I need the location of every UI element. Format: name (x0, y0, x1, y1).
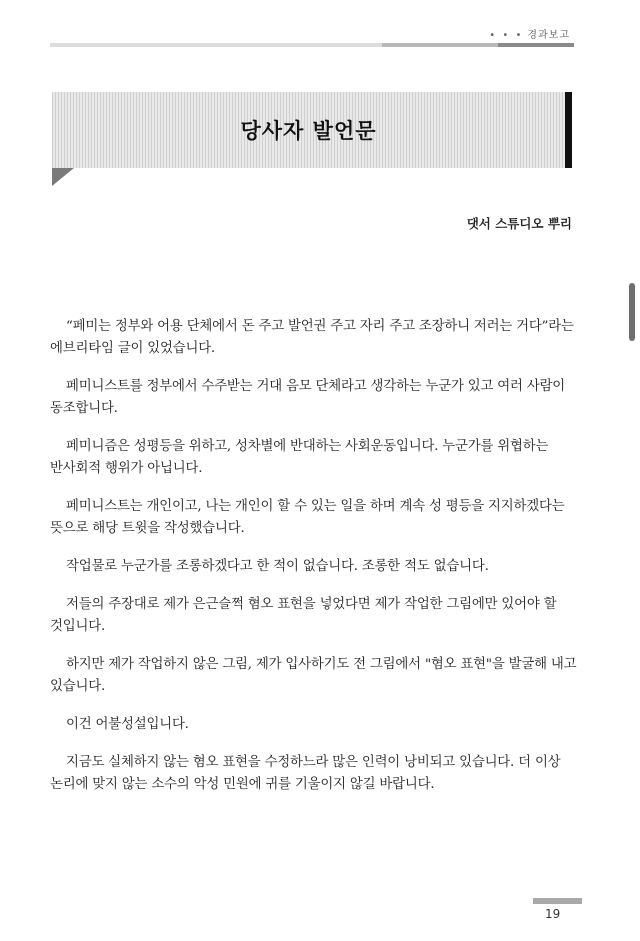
title-banner-fold (52, 168, 74, 186)
paragraph-5: 작업물로 누군가를 조롱하겠다고 한 적이 없습니다. 조롱한 적도 없습니다. (66, 559, 489, 574)
paragraph-2: 페미니스트를 정부에서 수주받는 거대 음모 단체라고 생각하는 누군가 있고 여러 사람이 동조합니다. (50, 379, 566, 416)
scrollbar-thumb[interactable] (629, 283, 635, 341)
statement-body (50, 316, 580, 812)
section-label-text: 경과보고 (527, 30, 570, 41)
header-rule-light (50, 43, 382, 47)
header-section-label (489, 26, 570, 41)
page-number: 19 (545, 907, 561, 921)
paragraph-1: “페미는 정부와 어용 단체에서 돈 주고 발언권 주고 자리 주고 조장하니 저러는 거다”라는 에브리타임 글이 있었습니다. (50, 319, 574, 356)
header-dots: • • • (489, 30, 524, 41)
paragraph-3: 페미니즘은 성평등을 위하고, 성차별에 반대하는 사회운동입니다. 누군가를 위협하는 반사회적 행위가 아닙니다. (50, 439, 549, 476)
title-banner-edge (565, 92, 572, 168)
paragraph-8: 이건 어불성설입니다. (66, 717, 189, 732)
title-banner (52, 92, 565, 168)
header-rule-mid (382, 43, 498, 47)
header-rule-dark (498, 43, 574, 47)
paragraph-7: 하지만 제가 작업하지 않은 그림, 제가 입사하기도 전 그림에서 "혐오 표현"을 발굴해 내고 있습니다. (50, 657, 577, 694)
paragraph-6: 저들의 주장대로 제가 은근슬쩍 혐오 표현을 넣었다면 제가 작업한 그림에만 있어야 할 것입니다. (50, 597, 557, 634)
paragraph-9: 지금도 실체하지 않는 혐오 표현을 수정하느라 많은 인력이 낭비되고 있습니다. 더 이상 논리에 맞지 않는 소수의 악성 민원에 귀를 기울이지 않길 바랍니다. (50, 755, 561, 792)
paragraph-4: 페미니스트는 개인이고, 나는 개인이 할 수 있는 일을 하며 계속 성 평등을 지지하겠다는 뜻으로 해당 트윗을 작성했습니다. (50, 499, 565, 536)
author-name: 댓서 스튜디오 뿌리 (466, 216, 572, 231)
page-title: 당사자 발언문 (240, 119, 377, 143)
footer-rule (533, 898, 582, 904)
